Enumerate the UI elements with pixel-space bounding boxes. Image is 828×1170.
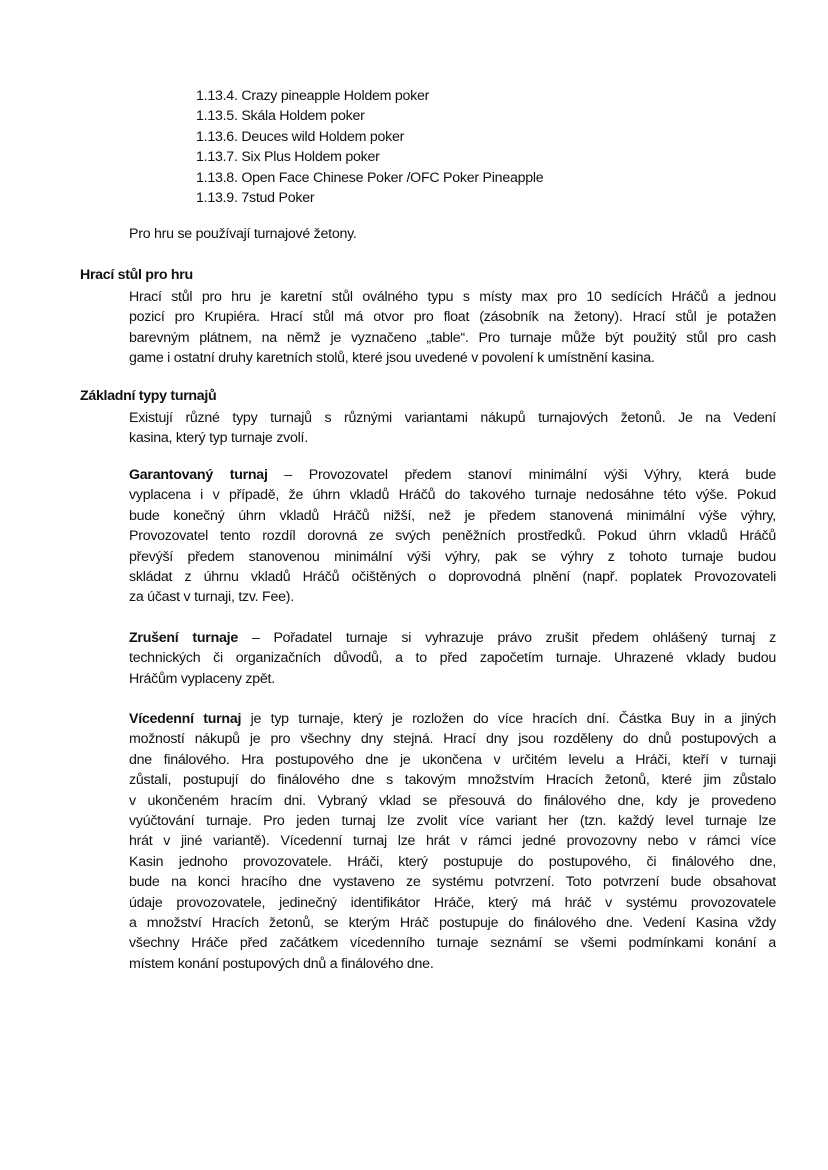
list-text: Six Plus Holdem poker	[241, 149, 380, 166]
list-text: Deuces wild Holdem poker	[241, 128, 405, 145]
list-text: Skála Holdem poker	[241, 108, 365, 125]
term-guaranteed: Garantovaný turnaj	[129, 467, 268, 483]
text-line: dne finálového. Hra postupového dne je ukončena v určitém levelu a Hráči, kteří v turnaji	[129, 751, 776, 768]
text-line: Hráčům vyplaceny zpět.	[129, 670, 275, 687]
text-line: Hrací stůl pro hru je karetní stůl oválného typu s místy max pro 10 sedících Hráčů a jednou	[129, 289, 776, 305]
term-cancellation: Zrušení turnaje	[129, 630, 238, 646]
term-multiday: Vícedenní turnaj	[129, 711, 242, 727]
list-number: 1.13.9.	[196, 190, 238, 207]
guaranteed-tournament-paragraph	[129, 465, 776, 608]
text-line: skládat z úhrnu vkladů Hráčů očištěných o doprovodná plnění (např. poplatek Provozovateli	[129, 568, 776, 585]
text-line: barevným plátnem, na němž je vyznačeno „table“. Pro turnaje může být použitý stůl pro cash	[129, 329, 776, 346]
list-item	[196, 168, 543, 188]
text-fragment: – Pořadatel turnaje si vyhrazuje právo zrušit předem ohlášený turnaj z	[237, 630, 776, 646]
text-fragment: – Provozovatel předem stanoví minimální výši Výhry, která bude	[267, 467, 776, 483]
text-line: kasina, který typ turnaje zvolí.	[129, 430, 308, 447]
list-text: Crazy pineapple Holdem poker	[241, 88, 430, 104]
text-line: vyplacena i v případě, že úhrn vkladů Hráčů do takového turnaje nedosáhne této výše. Pokud	[129, 487, 776, 504]
text-line: převýší předem stanovenou minimální výši výhry, pak se výhry z tohoto turnaje budou	[129, 548, 776, 565]
text-line: všechny Hráče před začátkem vícedenního turnaje seznámí se všemi podmínkami konání a	[129, 935, 776, 952]
text-line: zůstali, postupují do finálového dne s takovým množstvím Hracích žetonů, které jim zůstalo	[129, 772, 776, 789]
text-line: místem konání postupových dnů a finálového dne.	[129, 955, 434, 972]
text-line: vyúčtování turnaje. Pro jeden turnaj lze zvolit více variant her (tzn. každý level turnaje lze	[129, 812, 776, 829]
text-line: game i ostatní druhy karetních stolů, které jsou uvedené v povolení k umístnění kasina.	[129, 350, 655, 367]
text-line: pozicí pro Krupiéra. Hrací stůl má otvor pro float (zásobník na žetony). Hrací stůl je potažen	[129, 309, 776, 326]
text-line: Existují různé typy turnajů s různými variantami nákupů turnajových žetonů. Je na Vedení	[129, 410, 776, 426]
poker-variant-list	[196, 86, 543, 208]
section-heading-types: Základní typy turnajů	[80, 388, 217, 404]
list-number: 1.13.6.	[196, 128, 238, 145]
list-number: 1.13.7.	[196, 149, 238, 166]
chips-note: Pro hru se používají turnajové žetony.	[129, 226, 357, 242]
text-line: Kasin jednoho provozovatele. Hráči, který postupuje do postupového, či finálového dne,	[129, 853, 776, 870]
list-item	[196, 188, 543, 208]
text-line	[129, 465, 776, 485]
text-line: technických či organizačních důvodů, a to před započetím turnaje. Uhrazené vklady budou	[129, 650, 776, 667]
text-line	[129, 709, 776, 729]
types-intro-paragraph	[129, 408, 776, 449]
section-heading-table: Hrací stůl pro hru	[80, 267, 193, 283]
text-line: údaje provozovatele, jedinečný identifikátor Hráče, který má hráč v systému provozovatele	[129, 894, 776, 911]
cancellation-paragraph	[129, 628, 776, 689]
text-line: bude konečný úhrn vkladů Hráčů nižší, než je předem stanovená minimální výše výhry,	[129, 507, 776, 524]
table-paragraph	[129, 287, 776, 369]
text-line: a množství Hracích žetonů, se kterým Hráč postupuje do finálového dne. Vedení Kasina vždy	[129, 914, 776, 931]
list-item	[196, 86, 543, 106]
list-number: 1.13.8.	[196, 169, 238, 186]
list-number: 1.13.5.	[196, 108, 238, 125]
text-line: hrát v jiné variantě). Vícedenní turnaj lze hrát v rámci jedné provozovny nebo v rámci více	[129, 833, 776, 850]
list-item	[196, 127, 543, 147]
text-line: za účast v turnaji, tzv. Fee).	[129, 589, 294, 606]
text-line: možností nákupů je pro všechny dny stejná. Hrací dny jsou rozděleny do dnů postupových a	[129, 731, 776, 748]
text-line: v ukončeném hracím dni. Vybraný vklad se přesouvá do finálového dne, kdy je provedeno	[129, 792, 776, 809]
list-item	[196, 147, 543, 167]
list-text: 7stud Poker	[241, 190, 315, 207]
multiday-tournament-paragraph	[129, 709, 776, 974]
text-line	[129, 628, 776, 648]
text-line: Provozovatel tento rozdíl dorovná ze svých peněžních prostředků. Pokud úhrn vkladů Hráčů	[129, 528, 776, 545]
text-line: bude na konci hracího dne vystaveno ze systému potvrzení. Toto potvrzení bude obsahovat	[129, 874, 776, 891]
list-item	[196, 106, 543, 126]
text-fragment: je typ turnaje, který je rozložen do více hracích dní. Částka Buy in a jiných	[241, 711, 776, 727]
list-number: 1.13.4.	[196, 88, 238, 104]
list-text: Open Face Chinese Poker /OFC Poker Pineapple	[241, 169, 544, 186]
